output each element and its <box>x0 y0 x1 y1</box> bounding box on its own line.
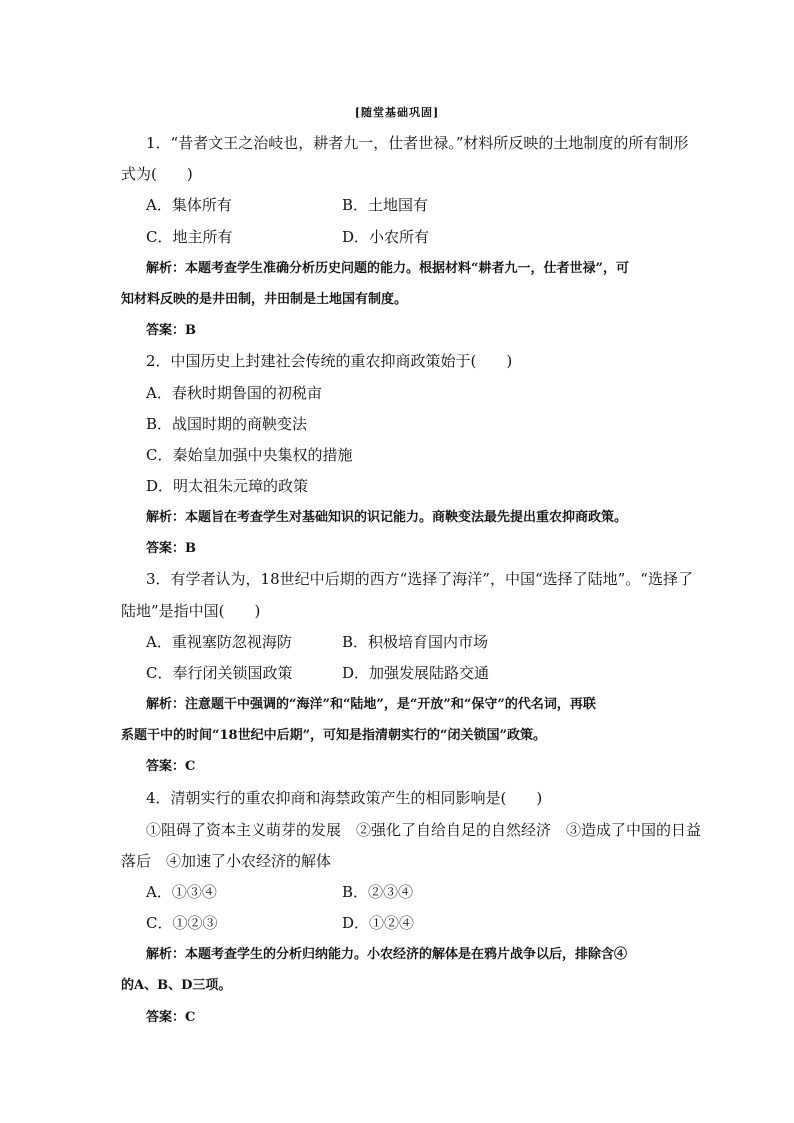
question-4-text: 4．清朝实行的重农抑商和海禁政策产生的相同影响是( ) <box>146 789 543 807</box>
q3-option-a: A．重视塞防忽视海防 <box>146 633 292 651</box>
q4-statements: ①阻碍了资本主义萌芽的发展 ②强化了自给自足的自然经济 ③造成了中国的日益 <box>146 821 702 839</box>
q2-option-b: B．战国时期的商鞅变法 <box>146 415 308 433</box>
q2-analysis: 解析：本题旨在考查学生对基础知识的识记能力。商鞅变法最先提出重农抑商政策。 <box>146 510 628 525</box>
q2-answer: 答案：B <box>146 541 196 556</box>
question-1-text-cont: 式为( ) <box>121 165 193 183</box>
q3-answer: 答案：C <box>146 759 196 774</box>
q1-option-b: B．土地国有 <box>342 196 429 214</box>
q1-option-a: A．集体所有 <box>146 196 232 214</box>
q4-analysis-cont: 的A、B、D三项。 <box>121 978 232 993</box>
q3-option-c: C．奉行闭关锁国政策 <box>146 664 293 682</box>
q3-option-d: D．加强发展陆路交通 <box>342 664 490 682</box>
q4-answer: 答案：C <box>146 1010 196 1025</box>
question-1-text: 1．“昔者文王之治岐也，耕者九一，仕者世禄。”材料所反映的土地制度的所有制形 <box>146 134 689 152</box>
q4-statements-cont: 落后 ④加速了小农经济的解体 <box>121 852 332 870</box>
q2-option-a: A．春秋时期鲁国的初税亩 <box>146 384 322 402</box>
q4-option-b: B．②③④ <box>342 883 414 901</box>
q3-analysis-cont: 系题干中的时间“18世纪中后期”，可知是指清朝实行的“闭关锁国”政策。 <box>121 728 547 743</box>
q2-option-c: C．秦始皇加强中央集权的措施 <box>146 446 353 464</box>
q3-option-b: B．积极培育国内市场 <box>342 633 489 651</box>
q4-option-c: C．①②③ <box>146 914 218 932</box>
q1-analysis: 解析：本题考查学生准确分析历史问题的能力。根据材料“耕者九一，仕者世禄”，可 <box>146 261 629 276</box>
question-3-text-cont: 陆地”是指中国( ) <box>121 602 261 620</box>
q1-analysis-cont: 知材料反映的是井田制，井田制是土地国有制度。 <box>121 292 408 307</box>
q3-analysis: 解析：注意题干中强调的“海洋”和“陆地”，是“开放”和“保守”的代名词，再联 <box>146 697 596 712</box>
question-2-text: 2．中国历史上封建社会传统的重农抑商政策始于( ) <box>146 352 513 370</box>
q1-option-c: C．地主所有 <box>146 228 233 246</box>
q4-option-d: D．①②④ <box>342 914 415 932</box>
q1-answer: 答案：B <box>146 323 196 338</box>
q4-analysis: 解析：本题考查学生的分析归纳能力。小农经济的解体是在鸦片战争以后，排除含④ <box>146 947 628 962</box>
section-title: [随堂基础巩固] <box>354 106 440 119</box>
question-3-text: 3．有学者认为，18世纪中后期的西方“选择了海洋”，中国“选择了陆地”。“选择了 <box>146 570 693 588</box>
q1-option-d: D．小农所有 <box>342 228 430 246</box>
q2-option-d: D．明太祖朱元璋的政策 <box>146 477 309 495</box>
q4-option-a: A．①③④ <box>146 883 217 901</box>
